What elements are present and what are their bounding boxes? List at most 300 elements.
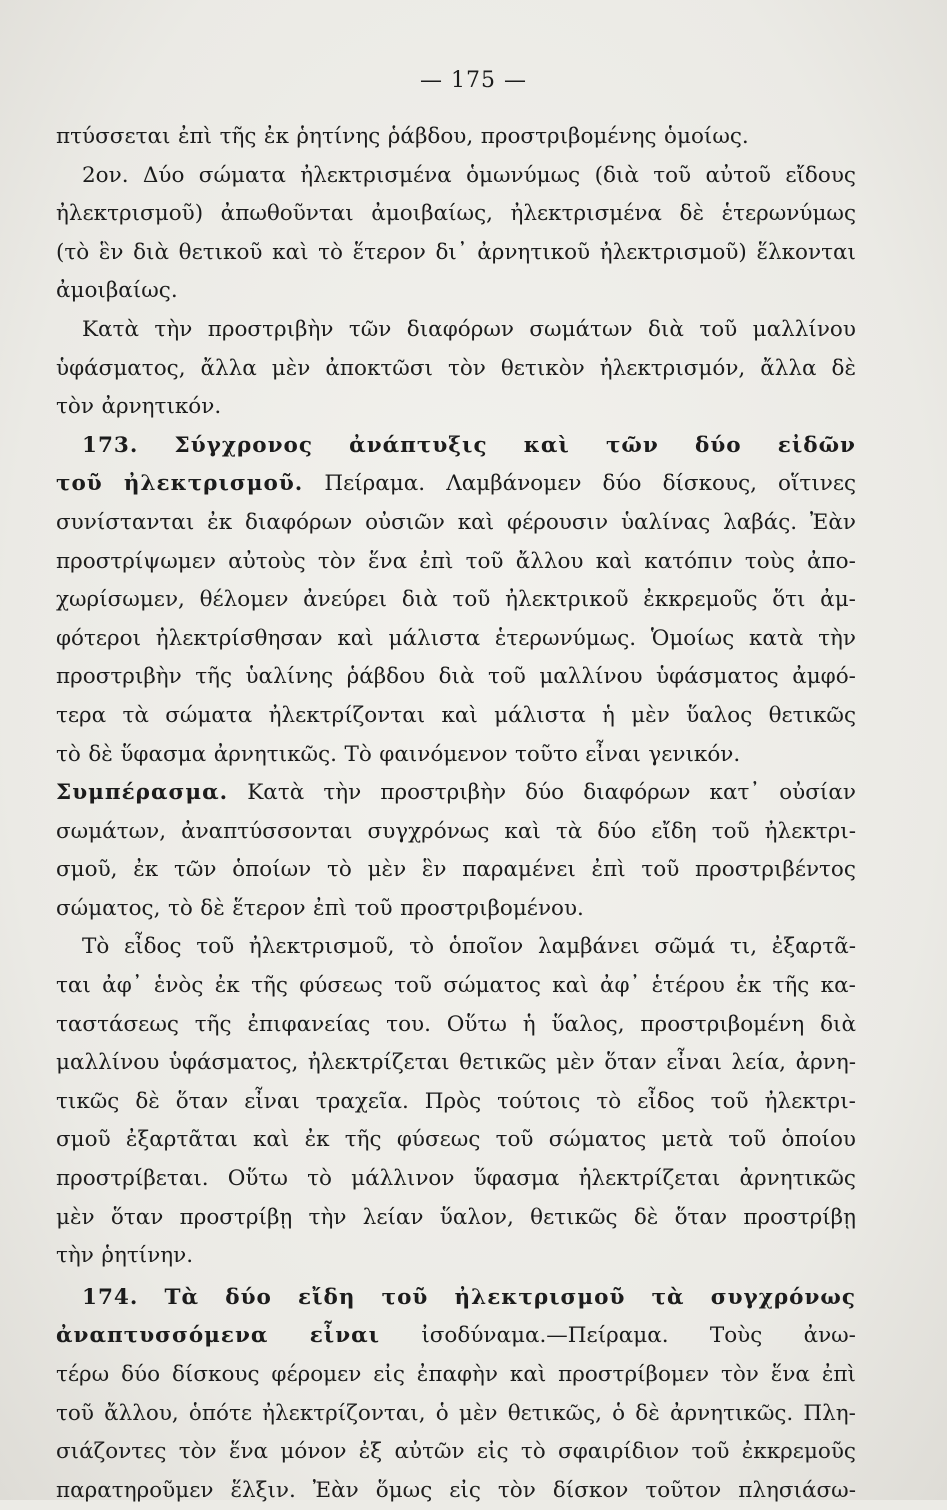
- word: ἐκ: [736, 973, 762, 999]
- word: ἀπο-: [807, 548, 856, 574]
- word: τὸν: [56, 394, 94, 420]
- word: Πλη-: [803, 1400, 856, 1426]
- word: εἶδος: [124, 934, 182, 960]
- text-line: [56, 1199, 856, 1238]
- word: Τὸ: [82, 934, 110, 960]
- word: τοῦ: [710, 1088, 749, 1114]
- word: διαφόρων: [245, 509, 353, 535]
- word: δύο: [525, 780, 565, 806]
- word: ἐξ: [358, 1439, 383, 1465]
- text-line: [56, 543, 856, 582]
- word: θετικῶς,: [507, 1400, 602, 1426]
- word: ὅταν: [604, 1050, 657, 1076]
- word: μαλλίνου: [752, 316, 856, 342]
- word: ὕφασμα: [473, 1166, 560, 1192]
- text-line: [56, 1006, 856, 1045]
- word: λείαν: [362, 1204, 424, 1230]
- word: φότεροι: [56, 625, 142, 651]
- word: καὶ: [441, 702, 478, 728]
- word: ἄλλα: [760, 355, 817, 381]
- text-line: [56, 1395, 856, 1434]
- word: δύο: [597, 818, 637, 844]
- word: ὁμοίως.: [664, 124, 749, 149]
- word: ἀπωθοῦνται: [220, 201, 354, 227]
- word: προστριβέντος: [695, 857, 856, 883]
- word: τῶν: [605, 432, 659, 458]
- word: ὁμωνύμως: [466, 162, 581, 188]
- word: ἀμοιβαίως.: [56, 278, 178, 304]
- word: τὴν: [308, 1204, 347, 1230]
- word: ἓν: [421, 857, 447, 883]
- word: κατ᾽: [709, 780, 761, 806]
- word: ἀρνητικοῦ: [477, 239, 591, 265]
- word: ἀρνη-: [795, 1050, 856, 1076]
- word: οἵτινες: [778, 471, 856, 497]
- text-line: [56, 928, 856, 967]
- word: ἐξαρτᾶται: [125, 1127, 238, 1153]
- word: Πείραμα.: [324, 471, 426, 497]
- word: 174.: [82, 1284, 139, 1310]
- word: ἕλκονται: [756, 239, 856, 265]
- text-line: [56, 851, 856, 890]
- text-line: [56, 1356, 856, 1395]
- word: θέλομεν: [199, 587, 289, 613]
- word: λεία,: [731, 1050, 787, 1076]
- text-line: [56, 1237, 856, 1276]
- word: πτύσσεται: [56, 124, 171, 149]
- word: ἐκκρεμοῦς: [643, 587, 758, 613]
- word: συγχρόνως: [710, 1284, 856, 1310]
- word: ὅτι: [772, 587, 806, 613]
- word: μὲν: [367, 857, 407, 883]
- word: προστριβὴν: [207, 316, 334, 342]
- word: ἄλλου: [515, 548, 584, 574]
- text-line: [56, 504, 856, 543]
- word: ἡ: [602, 702, 615, 728]
- word: σώματος: [548, 1127, 647, 1153]
- word: τοῦ: [711, 818, 750, 844]
- word: ἀρνητικόν.: [101, 394, 222, 420]
- word: ὕαλος,: [551, 1011, 625, 1037]
- word: δι᾽: [435, 239, 468, 265]
- word: ἕνα: [770, 1362, 810, 1387]
- word: ὅταν: [110, 1204, 164, 1230]
- word: τὴν: [154, 316, 193, 342]
- word: εἰς: [373, 1362, 405, 1387]
- word: φέρομεν: [271, 1362, 362, 1387]
- word: ἀφ᾽: [599, 973, 641, 999]
- word: δὲ: [635, 1400, 660, 1426]
- word: διὰ: [820, 1011, 856, 1037]
- word: ἕτερον: [352, 239, 426, 265]
- word: λαβάς.: [723, 509, 798, 535]
- word: τὸ: [56, 741, 81, 767]
- word: τοῦ: [56, 471, 103, 497]
- word: διὰ: [647, 316, 684, 342]
- word: ὅμως: [375, 1477, 433, 1503]
- word: συγχρόνως: [367, 818, 490, 844]
- word: ἑτερωνύμως.: [494, 625, 637, 651]
- word: αὐτοὺς: [228, 548, 306, 574]
- word: χωρίσωμεν,: [56, 587, 185, 613]
- word: ὁ: [435, 1400, 449, 1426]
- text-line: [56, 350, 856, 389]
- word: ἕνα: [228, 1439, 269, 1465]
- word: (τὸ: [56, 239, 90, 265]
- word: Κατὰ: [82, 316, 139, 342]
- word: δύο: [602, 471, 642, 497]
- word: τοῦ: [452, 587, 491, 613]
- word: διὰ: [401, 587, 438, 613]
- word: ἐκ: [263, 124, 289, 149]
- word: τὰ: [122, 702, 149, 728]
- word: ἠλεκτρισμόν,: [599, 355, 746, 381]
- text-line: [56, 813, 856, 852]
- word: μὲν: [271, 355, 311, 381]
- word: οὐσίαν: [779, 780, 856, 806]
- word: Ἐὰν: [312, 1477, 359, 1503]
- word: διὰ: [133, 239, 169, 265]
- word: τῆς: [195, 664, 233, 690]
- word: καὶ: [252, 1127, 290, 1153]
- word: θετικῶς: [768, 702, 856, 728]
- word: δὲ: [88, 741, 113, 767]
- word: τραχεῖα.: [315, 1088, 409, 1114]
- word: μὲν: [458, 1400, 498, 1426]
- word: Οὕτω: [227, 1166, 288, 1192]
- word: Ἐὰν: [810, 509, 856, 535]
- word: ἓν: [98, 239, 124, 265]
- word: ἀνω-: [803, 1323, 856, 1349]
- word: ῥάβδου,: [387, 124, 474, 149]
- word: ἠλεκτρισμένα: [300, 162, 452, 188]
- word: τούτοις: [497, 1088, 581, 1114]
- word: Δύο: [142, 162, 185, 188]
- word: προστριβὴν: [56, 664, 182, 690]
- word: παρατηροῦμεν: [56, 1477, 214, 1503]
- word: ἠλεκτρίζονται,: [262, 1400, 426, 1426]
- word: καὶ: [552, 973, 589, 999]
- word: τὴν: [56, 1243, 94, 1269]
- word: ὕαλος: [686, 702, 753, 728]
- word: εἰς: [449, 1477, 481, 1503]
- word: προστρίβεται.: [56, 1166, 209, 1192]
- word: μὲν: [631, 702, 670, 728]
- word: λαμβάνει: [537, 934, 640, 960]
- word: ἐπὶ: [313, 895, 348, 921]
- word: εἴδους: [785, 162, 856, 188]
- word: ἰσοδύναμα.—Πείραμα.: [421, 1323, 669, 1349]
- page-number: — 175 —: [420, 68, 527, 93]
- word: εἶναι: [585, 741, 641, 767]
- word: τοῦ: [691, 1439, 730, 1465]
- word: εἰδῶν: [777, 432, 856, 458]
- text-line: [56, 1044, 856, 1083]
- text-line: [56, 311, 856, 350]
- word: καὶ: [504, 818, 541, 844]
- word: δύο: [225, 1284, 272, 1310]
- word: εἶναι: [666, 1050, 722, 1076]
- word: τοῦ: [354, 895, 393, 921]
- word: ἠλεκτρίζεται: [578, 1166, 721, 1192]
- word: ἠλεκτρικοῦ: [505, 587, 629, 613]
- word: τοῦτο: [515, 741, 578, 767]
- word: ὁποῖον: [448, 934, 524, 960]
- word: τοῦ: [728, 1127, 767, 1153]
- word: (διὰ: [594, 162, 639, 188]
- word: ὑφάσματος: [656, 664, 779, 690]
- word: καὶ: [337, 625, 374, 651]
- word: 173.: [82, 432, 139, 458]
- word: τοῦ: [381, 1284, 429, 1310]
- word: μαλλίνου: [539, 664, 643, 690]
- word: Ὁμοίως: [650, 625, 735, 651]
- word: ἐπιφανείας: [247, 1011, 371, 1037]
- word: ὕαλον,: [439, 1204, 514, 1230]
- word: ὅταν: [674, 1204, 728, 1230]
- word: Οὕτω: [446, 1011, 507, 1037]
- word: κα-: [820, 973, 856, 999]
- word: γενικόν.: [648, 741, 741, 767]
- word: ῥητίνην.: [101, 1243, 194, 1269]
- word: διὰ: [438, 664, 475, 690]
- text-line: [56, 388, 856, 427]
- word: ῥάβδου: [346, 664, 426, 690]
- word: ἠλεκτρίζεται: [307, 1050, 450, 1076]
- word: καὶ: [509, 1362, 547, 1387]
- word: ται: [56, 973, 91, 999]
- word: Τοὺς: [709, 1323, 763, 1349]
- word: Συμπέρασμα.: [56, 780, 229, 806]
- word: σώματα: [165, 702, 253, 728]
- word: φύσεως: [396, 1127, 481, 1153]
- word: τὸ: [409, 934, 435, 960]
- word: ἐκ: [207, 509, 233, 535]
- word: σωμάτων: [529, 316, 633, 342]
- text-line: [56, 195, 856, 234]
- word: ἀποκτῶσι: [325, 355, 433, 381]
- word: τὸν: [720, 1362, 759, 1387]
- word: ἠλεκτρισμοῦ): [56, 201, 204, 227]
- word: τοῦ: [487, 664, 526, 690]
- word: τῆς: [344, 1127, 382, 1153]
- word: σῶμά: [654, 934, 716, 960]
- text-line: [56, 890, 856, 929]
- word: καὶ: [595, 548, 633, 574]
- word: ἄλλου,: [104, 1400, 179, 1426]
- word: ἠλεκτρίσθησαν: [155, 625, 323, 651]
- word: καὶ: [523, 432, 570, 458]
- text-line: [56, 1433, 856, 1472]
- text-line: [56, 1317, 856, 1356]
- word: ἠλεκτρισμοῦ,: [248, 934, 395, 960]
- word: τῆς: [219, 124, 257, 149]
- word: μὲν: [556, 1050, 595, 1076]
- text-line: [56, 967, 856, 1006]
- word: ἐπὶ: [821, 1362, 856, 1387]
- word: σώματος,: [56, 895, 161, 921]
- word: ἀφ᾽: [102, 973, 143, 999]
- text-line: [56, 1160, 856, 1199]
- word: προστριβὴν: [380, 780, 507, 806]
- word: προστριβομένου.: [400, 895, 584, 921]
- word: ἑνὸς: [153, 973, 204, 999]
- word: Τὸ: [344, 741, 372, 767]
- word: ταστάσεως: [56, 1011, 179, 1037]
- word: ἡ: [522, 1011, 536, 1037]
- text-line: [56, 658, 856, 697]
- text-line: [56, 620, 856, 659]
- word: κατὰ: [748, 625, 804, 651]
- word: τὸν: [497, 1477, 536, 1503]
- word: πλησιάσω-: [738, 1477, 856, 1503]
- word: τῆς: [251, 973, 288, 999]
- word: ἠλεκτρισμοῦ.: [123, 471, 304, 497]
- word: θετικὸν: [500, 355, 585, 381]
- word: τῆς: [772, 973, 810, 999]
- text-line: [56, 1121, 856, 1160]
- word: τοῦ: [196, 934, 235, 960]
- word: ῥητίνης: [296, 124, 381, 149]
- word: τὰ: [555, 818, 583, 844]
- text-line: [56, 736, 856, 775]
- text-line: [56, 157, 856, 196]
- word: ἑτέρου: [651, 973, 725, 999]
- word: ἕτερον: [232, 895, 306, 921]
- word: ἄλλα: [200, 355, 257, 381]
- word: μάλιστα: [388, 625, 481, 651]
- word: δύο: [121, 1362, 161, 1387]
- word: ὕφασμα: [120, 741, 207, 767]
- word: μὲν: [56, 1204, 95, 1230]
- word: διαφόρων: [583, 780, 691, 806]
- word: καὶ: [272, 239, 309, 265]
- word: τέρω: [56, 1362, 110, 1387]
- word: τῶν: [173, 857, 217, 883]
- word: ἀρνητικῶς: [739, 1166, 856, 1192]
- text-line: [56, 272, 856, 311]
- word: σιάζοντες: [56, 1439, 167, 1465]
- word: τὸ: [596, 1088, 622, 1114]
- word: ἐκ: [214, 973, 240, 999]
- word: ὁπότε: [188, 1400, 252, 1426]
- word: προστριβομένης: [480, 124, 657, 149]
- word: Σύγχρονος: [174, 432, 313, 458]
- word: ἕλξιν.: [230, 1477, 296, 1503]
- word: δὲ: [200, 895, 225, 921]
- word: σώματος: [443, 973, 541, 999]
- word: δὲ: [633, 1204, 659, 1230]
- word: ἀνάπτυξις: [349, 432, 488, 458]
- word: ἐπὶ: [177, 124, 213, 149]
- word: τὸ: [318, 239, 343, 265]
- word: εἰς: [476, 1439, 509, 1465]
- word: ἠλεκτρι-: [764, 1088, 856, 1114]
- word: θετικῶς: [459, 1050, 547, 1076]
- word: προστριβομένη: [640, 1011, 805, 1037]
- word: παραμένει: [462, 857, 576, 883]
- word: θετικοῦ: [178, 239, 263, 265]
- word: δύο: [694, 432, 742, 458]
- word: τοῦ: [641, 857, 680, 883]
- word: εἶδος: [637, 1088, 695, 1114]
- word: σφαιρίδιον: [558, 1439, 680, 1465]
- text-line: [56, 465, 856, 504]
- word: ἐξαρτᾶ-: [771, 934, 856, 960]
- word: σμοῦ,: [56, 857, 118, 883]
- word: προστρίβομεν: [558, 1362, 710, 1387]
- word: τὸ: [307, 1166, 332, 1192]
- word: σωμάτων,: [56, 818, 167, 844]
- word: Λαμβάνομεν: [446, 471, 582, 497]
- word: 2ον.: [82, 162, 129, 188]
- word: τὸ: [167, 895, 193, 921]
- word: ὁποίου: [781, 1127, 856, 1153]
- word: μόνον: [280, 1439, 347, 1465]
- word: αὐτῶν: [394, 1439, 465, 1465]
- word: ἀναπτυσσόμενα: [56, 1323, 269, 1349]
- word: ἀρνητικῶς.: [213, 741, 337, 767]
- word: ἐκ: [133, 857, 159, 883]
- text-line: [56, 427, 856, 466]
- word: ὑφάσματος,: [56, 355, 186, 381]
- word: ὁποίων: [232, 857, 312, 883]
- word: δὲ: [135, 1088, 160, 1114]
- text-line: [56, 1279, 856, 1318]
- word: ἠλεκτρισμένα: [510, 201, 662, 227]
- word: ἀναπτύσσονται: [181, 818, 353, 844]
- word: Πρὸς: [424, 1088, 482, 1114]
- word: προστρίβῃ: [179, 1204, 293, 1230]
- word: σμοῦ: [56, 1127, 111, 1153]
- word: ἠλεκτρισμοῦ: [454, 1284, 626, 1310]
- word: ἐκκρεμοῦς: [741, 1439, 856, 1465]
- word: ὅταν: [175, 1088, 229, 1114]
- word: ἀμφό-: [792, 664, 856, 690]
- word: μάλλινον: [351, 1166, 455, 1192]
- word: δίσκους: [171, 1362, 260, 1387]
- word: φαινόμενον: [379, 741, 508, 767]
- word: ἐπαφὴν: [416, 1362, 498, 1387]
- text-line: [56, 774, 856, 813]
- word: τοῦ: [394, 973, 432, 999]
- word: τερα: [56, 702, 107, 728]
- word: προστρίψωμεν: [56, 548, 216, 574]
- word: μαλλίνου: [56, 1050, 160, 1076]
- word: ἠλεκτρι-: [764, 818, 856, 844]
- word: τοῦ: [465, 548, 504, 574]
- word: ἠλεκτρίζονται: [268, 702, 426, 728]
- word: εἶναι: [309, 1323, 381, 1349]
- word: τὴν: [818, 625, 856, 651]
- word: φέρουσιν: [507, 509, 609, 535]
- word: ὁ: [612, 1400, 626, 1426]
- text-line: [56, 118, 856, 157]
- word: ἠλεκτρισμοῦ): [599, 239, 747, 265]
- word: τοῦ: [495, 1127, 534, 1153]
- word: τῶν: [348, 316, 392, 342]
- word: ἑτερωνύμως: [721, 201, 856, 227]
- text-line: [56, 1472, 856, 1510]
- text-line: [56, 581, 856, 620]
- word: ἐκ: [304, 1127, 330, 1153]
- word: δὲ: [679, 201, 704, 227]
- word: εἶναι: [244, 1088, 300, 1114]
- word: ὑαλίνης: [245, 664, 334, 690]
- body-text: [56, 118, 856, 1510]
- word: τὰ: [651, 1284, 685, 1310]
- word: τὸ: [520, 1439, 546, 1465]
